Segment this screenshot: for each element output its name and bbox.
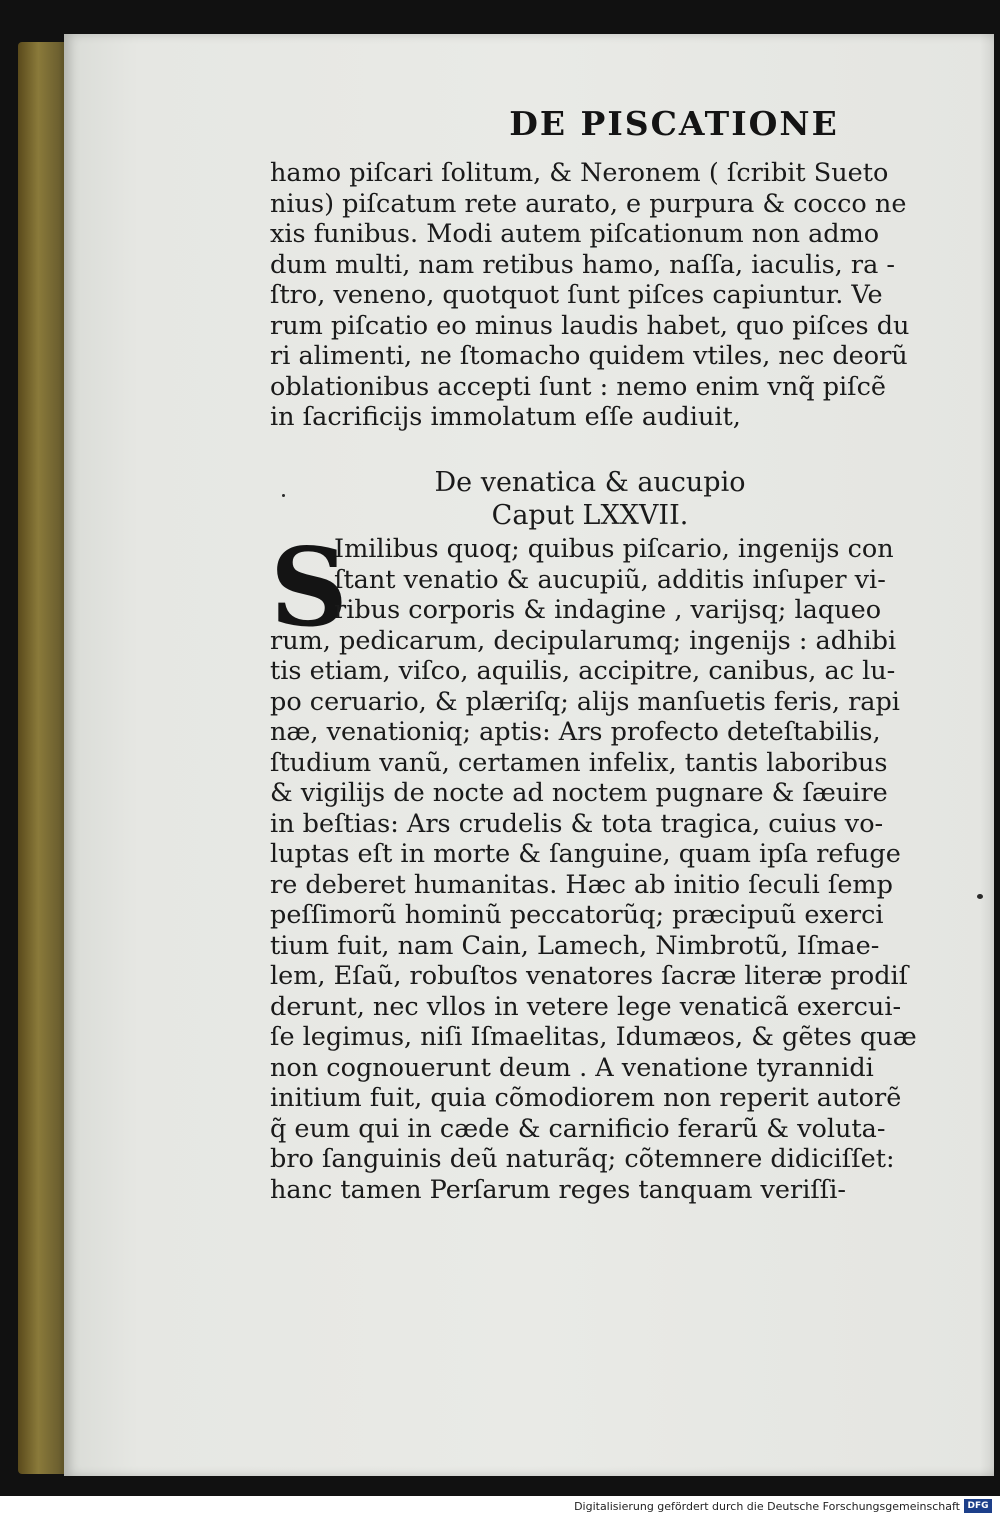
text-line: dum multi, nam retibus hamo, naſſa, iaculis, ra - xyxy=(270,249,896,280)
text-line: & vigilijs de nocte ad noctem pugnare & ſæuire xyxy=(270,778,888,808)
paragraph-1 xyxy=(270,158,910,433)
text-line: ſtudium vanũ, certamen infelix, tantis laboribus xyxy=(270,747,888,778)
paragraph-2 xyxy=(270,525,917,1205)
ink-speck xyxy=(282,494,285,497)
text-line: in beſtias: Ars crudelis & tota tragica, cuius vo- xyxy=(270,808,884,839)
text-line: hamo piſcari ſolitum, & Neronem ( ſcribit Sueto xyxy=(270,158,889,188)
text-line: ſtro, veneno, quotquot ſunt piſces capiuntur. Ve xyxy=(270,280,883,310)
text-line: luptas eſt in morte & ſanguine, quam ipſa refuge xyxy=(270,839,901,869)
text-line: tis etiam, viſco, aquilis, accipitre, canibus, ac lu- xyxy=(270,656,896,686)
chapter-number: Caput LXXVII. xyxy=(491,500,689,531)
text-line: non cognouerunt deum . A venatione tyrannidi xyxy=(270,1052,874,1083)
drop-capital: S xyxy=(270,525,348,651)
text-line: peſſimorũ hominũ peccatorũq; præcipuũ exerci xyxy=(270,900,884,930)
chapter-heading xyxy=(270,466,910,532)
chapter-title: De venatica & aucupio xyxy=(434,467,746,498)
text-line: initium fuit, quia cõmodiorem non reperit autorẽ xyxy=(270,1083,902,1113)
text-line: ribus corporis & indagine , varijsq; laqueo xyxy=(334,595,882,625)
text-line: re deberet humanitas. Hæc ab initio ſeculi ſemp xyxy=(270,869,893,900)
text-line: Imilibus quoq; quibus piſcario, ingenijs con xyxy=(334,534,894,564)
ink-speck xyxy=(977,894,983,899)
text-line: tium fuit, nam Cain, Lamech, Nimbrotũ, Iſmae- xyxy=(270,930,880,961)
dfg-logo: DFG xyxy=(964,1499,992,1513)
text-line: nius) piſcatum rete aurato, e purpura & cocco ne xyxy=(270,188,907,219)
text-line: in ſacrificijs immolatum eſſe audiuit, xyxy=(270,402,741,432)
text-line: rum piſcatio eo minus laudis habet, quo piſces du xyxy=(270,310,910,341)
text-line: oblationibus accepti ſunt : nemo enim vnq̃ piſcẽ xyxy=(270,371,886,402)
text-line: ſtant venatio & aucupiũ, additis inſuper vi- xyxy=(334,564,886,595)
text-line: hanc tamen Perſarum reges tanquam veriſſi- xyxy=(270,1174,847,1205)
text-line: ſe legimus, niſi Iſmaelitas, Idumæos, & gẽtes quæ xyxy=(270,1022,917,1052)
book-page xyxy=(64,34,994,1476)
text-line: xis funibus. Modi autem piſcationum non admo xyxy=(270,219,880,249)
text-line: bro ſanguinis deũ naturãq; cõtemnere didiciſſet: xyxy=(270,1144,895,1174)
page-shadow xyxy=(980,34,994,1476)
text-line: lem, Eſaũ, robuſtos venatores ſacræ literæ prodiſ xyxy=(270,961,909,991)
text-line: q̃ eum qui in cæde & carnificio ferarũ & voluta- xyxy=(270,1113,886,1144)
text-line: ri alimenti, ne ſtomacho quidem vtiles, nec deorũ xyxy=(270,341,908,371)
text-line: rum, pedicarum, decipularumq; ingenijs : adhibi xyxy=(270,625,897,656)
running-head: DE PISCATIONE xyxy=(509,104,839,143)
footer-bar xyxy=(0,1496,1000,1518)
text-line: næ, venationiq; aptis: Ars profecto deteſtabilis, xyxy=(270,717,881,747)
footer-credit: Digitalisierung gefördert durch die Deutsche Forschungsgemeinschaft xyxy=(574,1500,960,1513)
text-line: derunt, nec vllos in vetere lege venaticã exercui- xyxy=(270,991,902,1022)
text-line: po ceruario, & plæriſq; alijs manſuetis feris, rapi xyxy=(270,686,900,717)
